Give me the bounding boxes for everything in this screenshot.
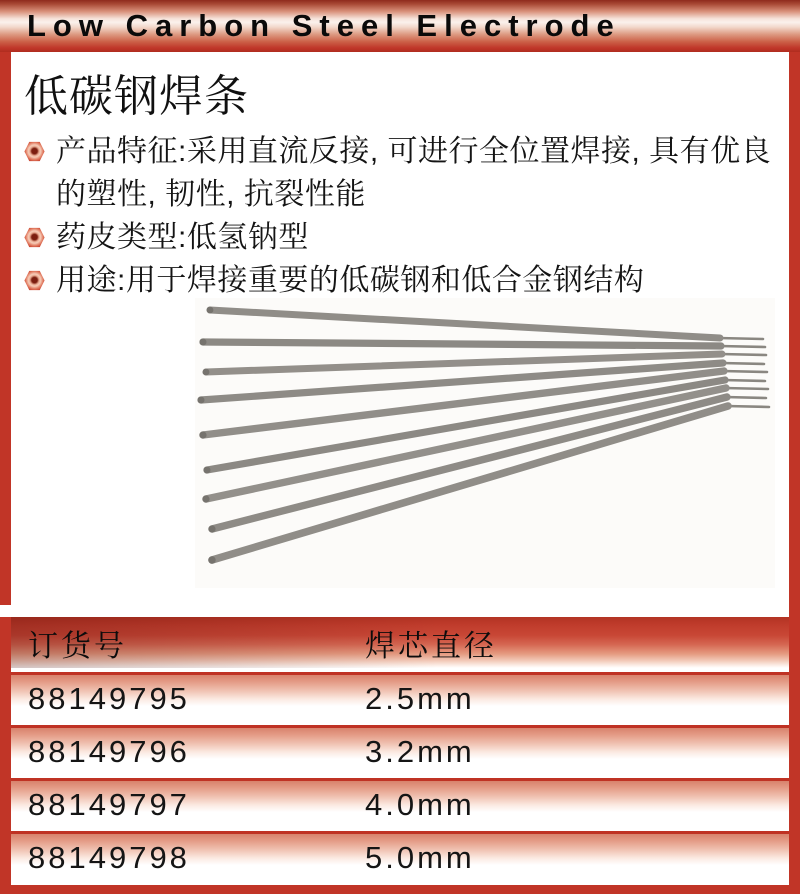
feature-text (56, 259, 644, 302)
feature-line: 的塑性, 韧性, 抗裂性能 (56, 178, 366, 211)
table-row (11, 725, 789, 778)
feature-list (24, 130, 780, 302)
table-header-row (11, 617, 789, 668)
cell-order-no: 88149798 (28, 839, 190, 875)
page-header (0, 0, 800, 52)
right-border (789, 52, 800, 894)
header-diameter: 焊芯直径 (365, 629, 497, 663)
table-row (11, 778, 789, 831)
electrode-photo (195, 298, 775, 588)
left-border-lower (0, 617, 11, 894)
cell-diameter: 4.0mm (365, 786, 475, 822)
header-order-no: 订货号 (28, 629, 127, 663)
hex-nut-icon (24, 141, 45, 162)
feature-text (56, 216, 309, 259)
feature-item (24, 216, 780, 259)
page-title-en: Low Carbon Steel Electrode (27, 8, 621, 43)
order-table (11, 617, 789, 884)
cell-diameter: 3.2mm (365, 733, 475, 769)
page-title-zh: 低碳钢焊条 (24, 72, 249, 121)
left-border-upper (0, 52, 11, 605)
table-row (11, 672, 789, 725)
cell-diameter: 5.0mm (365, 839, 475, 875)
cell-diameter: 2.5mm (365, 680, 475, 716)
feature-line: 产品特征:采用直流反接, 可进行全位置焊接, 具有优良 (56, 135, 772, 168)
cell-order-no: 88149796 (28, 733, 190, 769)
cell-order-no: 88149795 (28, 680, 190, 716)
feature-line: 用途:用于焊接重要的低碳钢和低合金钢结构 (56, 264, 645, 297)
cell-order-no: 88149797 (28, 786, 190, 822)
feature-item (24, 130, 780, 216)
feature-line: 药皮类型:低氢钠型 (56, 221, 309, 254)
table-row (11, 831, 789, 884)
hex-nut-icon (24, 227, 45, 248)
feature-item (24, 259, 780, 302)
feature-text (56, 130, 771, 216)
bottom-bar (0, 885, 800, 894)
hex-nut-icon (24, 270, 45, 291)
electrode-photo-svg (195, 298, 775, 588)
